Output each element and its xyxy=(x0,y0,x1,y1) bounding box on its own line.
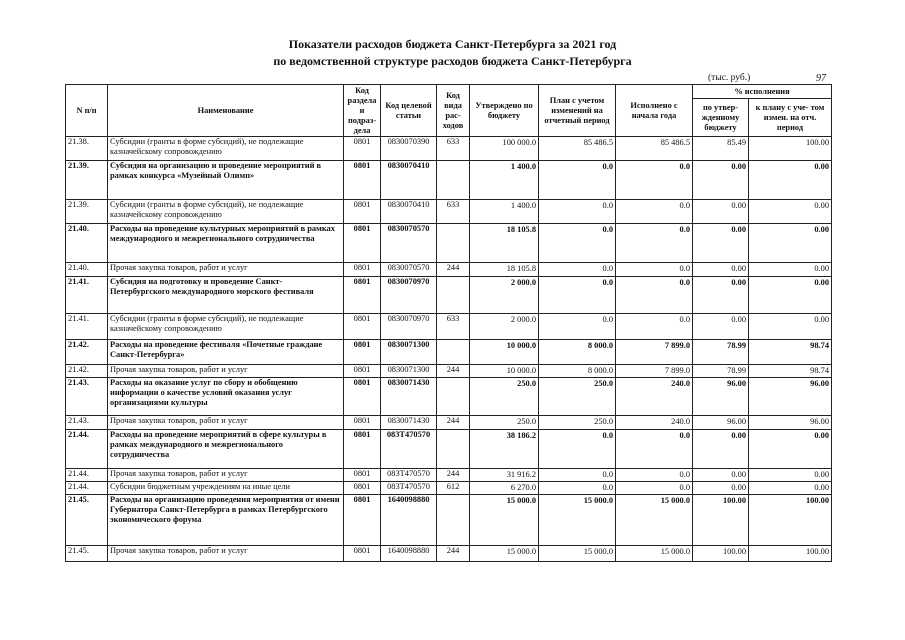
cell-name: Субсидии (гранты в форме субсидий), не подлежащие казначейскому сопровождению xyxy=(108,200,344,224)
cell-plan: 0.0 xyxy=(539,277,616,314)
cell-target: 0830070970 xyxy=(381,314,437,340)
cell-approved: 250.0 xyxy=(470,416,539,430)
cell-razdel: 0801 xyxy=(344,161,381,200)
table-row xyxy=(66,161,832,200)
cell-vid xyxy=(437,430,470,469)
cell-done: 0.0 xyxy=(616,161,693,200)
cell-done: 15 000.0 xyxy=(616,546,693,562)
header-vid: Код вида рас- ходов xyxy=(437,85,470,137)
cell-pct-plan: 0.00 xyxy=(749,277,832,314)
table-row xyxy=(66,200,832,224)
header-approved: Утверждено по бюджету xyxy=(470,85,539,137)
cell-plan: 0.0 xyxy=(539,314,616,340)
cell-razdel: 0801 xyxy=(344,416,381,430)
cell-plan: 15 000.0 xyxy=(539,495,616,546)
cell-approved: 1 400.0 xyxy=(470,161,539,200)
cell-approved: 6 270.0 xyxy=(470,482,539,495)
header-done: Исполнено с начала года xyxy=(616,85,693,137)
cell-plan: 250.0 xyxy=(539,416,616,430)
cell-razdel: 0801 xyxy=(344,495,381,546)
table-row xyxy=(66,340,832,365)
cell-approved: 1 400.0 xyxy=(470,200,539,224)
header-pct-approved: по утвер- жденному бюджету xyxy=(693,99,749,137)
cell-razdel: 0801 xyxy=(344,378,381,416)
cell-vid: 244 xyxy=(437,546,470,562)
cell-plan: 0.0 xyxy=(539,263,616,277)
cell-num: 21.40. xyxy=(66,224,108,263)
cell-done: 0.0 xyxy=(616,224,693,263)
cell-name: Субсидия на подготовку и проведение Санкт-Петербургского международного морского фестиваля xyxy=(108,277,344,314)
cell-target: 0830070570 xyxy=(381,224,437,263)
cell-pct-plan: 0.00 xyxy=(749,161,832,200)
cell-pct-plan: 96.00 xyxy=(749,378,832,416)
header-target: Код целевой статьи xyxy=(381,85,437,137)
cell-pct-approved: 96.00 xyxy=(693,378,749,416)
cell-target: 0830070390 xyxy=(381,137,437,161)
cell-approved: 38 186.2 xyxy=(470,430,539,469)
cell-num: 21.44. xyxy=(66,430,108,469)
cell-done: 0.0 xyxy=(616,482,693,495)
cell-done: 0.0 xyxy=(616,314,693,340)
cell-vid xyxy=(437,277,470,314)
cell-razdel: 0801 xyxy=(344,482,381,495)
table-row xyxy=(66,277,832,314)
cell-name: Субсидии бюджетным учреждениям на иные цели xyxy=(108,482,344,495)
cell-approved: 10 000.0 xyxy=(470,365,539,378)
cell-pct-approved: 78.99 xyxy=(693,365,749,378)
cell-target: 0830070410 xyxy=(381,161,437,200)
cell-target: 0830070570 xyxy=(381,263,437,277)
cell-name: Субсидии (гранты в форме субсидий), не подлежащие казначейскому сопровождению xyxy=(108,137,344,161)
cell-plan: 8 000.0 xyxy=(539,340,616,365)
cell-razdel: 0801 xyxy=(344,430,381,469)
table-body xyxy=(66,137,832,562)
header-pct: % исполнения xyxy=(693,85,832,99)
cell-plan: 0.0 xyxy=(539,469,616,482)
cell-pct-approved: 100.00 xyxy=(693,546,749,562)
cell-approved: 15 000.0 xyxy=(470,495,539,546)
cell-plan: 0.0 xyxy=(539,430,616,469)
cell-name: Расходы на оказание услуг по сбору и обобщению информации о качестве условий оказания услуг организациями культуры xyxy=(108,378,344,416)
cell-vid: 633 xyxy=(437,314,470,340)
cell-approved: 10 000.0 xyxy=(470,340,539,365)
cell-name: Субсидии (гранты в форме субсидий), не подлежащие казначейскому сопровождению xyxy=(108,314,344,340)
cell-done: 240.0 xyxy=(616,378,693,416)
report-title-line-1: Показатели расходов бюджета Санкт-Петербурга за 2021 год xyxy=(288,37,617,51)
cell-name: Прочая закупка товаров, работ и услуг xyxy=(108,546,344,562)
cell-vid: 244 xyxy=(437,469,470,482)
cell-target: 1640098880 xyxy=(381,495,437,546)
cell-plan: 250.0 xyxy=(539,378,616,416)
table-row xyxy=(66,314,832,340)
header-name: Наименование xyxy=(108,85,344,137)
cell-razdel: 0801 xyxy=(344,365,381,378)
header-plan: План с учетом изменений на отчетный период xyxy=(539,85,616,137)
cell-pct-plan: 96.00 xyxy=(749,416,832,430)
table-row xyxy=(66,378,832,416)
header-pct-plan: к плану с уче- том измен. на отч. период xyxy=(749,99,832,137)
cell-target: 0830070410 xyxy=(381,200,437,224)
cell-pct-plan: 98.74 xyxy=(749,365,832,378)
cell-pct-approved: 0.00 xyxy=(693,277,749,314)
cell-num: 21.43. xyxy=(66,416,108,430)
cell-pct-approved: 0.00 xyxy=(693,263,749,277)
cell-num: 21.42. xyxy=(66,340,108,365)
cell-razdel: 0801 xyxy=(344,137,381,161)
cell-pct-plan: 0.00 xyxy=(749,200,832,224)
table-row xyxy=(66,365,832,378)
cell-name: Расходы на проведение мероприятий в сфере культуры в рамках международного и межрегионального сотрудничества xyxy=(108,430,344,469)
cell-plan: 85 486.5 xyxy=(539,137,616,161)
cell-name: Прочая закупка товаров, работ и услуг xyxy=(108,469,344,482)
cell-num: 21.41. xyxy=(66,314,108,340)
cell-vid: 612 xyxy=(437,482,470,495)
cell-done: 15 000.0 xyxy=(616,495,693,546)
cell-num: 21.43. xyxy=(66,378,108,416)
cell-vid: 244 xyxy=(437,365,470,378)
cell-name: Прочая закупка товаров, работ и услуг xyxy=(108,263,344,277)
cell-pct-plan: 0.00 xyxy=(749,430,832,469)
table-row xyxy=(66,263,832,277)
cell-name: Субсидия на организацию и проведение мероприятий в рамках конкурса «Музейный Олимп» xyxy=(108,161,344,200)
cell-pct-approved: 0.00 xyxy=(693,314,749,340)
cell-razdel: 0801 xyxy=(344,200,381,224)
cell-target: 1640098880 xyxy=(381,546,437,562)
cell-vid xyxy=(437,378,470,416)
cell-num: 21.44. xyxy=(66,469,108,482)
cell-pct-approved: 0.00 xyxy=(693,161,749,200)
cell-done: 0.0 xyxy=(616,200,693,224)
cell-approved: 2 000.0 xyxy=(470,314,539,340)
page-number: 97 xyxy=(816,73,826,84)
cell-pct-approved: 0.00 xyxy=(693,430,749,469)
cell-razdel: 0801 xyxy=(344,340,381,365)
cell-done: 0.0 xyxy=(616,430,693,469)
cell-vid xyxy=(437,495,470,546)
cell-target: 0830071430 xyxy=(381,416,437,430)
cell-pct-approved: 0.00 xyxy=(693,200,749,224)
cell-vid xyxy=(437,340,470,365)
cell-name: Прочая закупка товаров, работ и услуг xyxy=(108,365,344,378)
cell-pct-plan: 100.00 xyxy=(749,495,832,546)
cell-num: 21.44. xyxy=(66,482,108,495)
cell-approved: 18 105.8 xyxy=(470,224,539,263)
cell-num: 21.38. xyxy=(66,137,108,161)
cell-num: 21.41. xyxy=(66,277,108,314)
cell-name: Расходы на организацию проведения мероприятия от имени Губернатора Санкт-Петербурга в рамках Петербургского экономического форума xyxy=(108,495,344,546)
report-title-line-2: по ведомственной структуре расходов бюджета Санкт-Петербурга xyxy=(273,54,632,68)
cell-pct-approved: 0.00 xyxy=(693,482,749,495)
cell-approved: 18 105.8 xyxy=(470,263,539,277)
cell-done: 0.0 xyxy=(616,263,693,277)
header-num: N п/п xyxy=(66,85,108,137)
cell-done: 7 899.0 xyxy=(616,340,693,365)
cell-target: 0830071300 xyxy=(381,340,437,365)
cell-approved: 15 000.0 xyxy=(470,546,539,562)
cell-vid xyxy=(437,224,470,263)
table-row xyxy=(66,224,832,263)
cell-pct-approved: 85.49 xyxy=(693,137,749,161)
cell-done: 7 899.0 xyxy=(616,365,693,378)
unit-label: (тыс. руб.) xyxy=(708,73,751,83)
cell-vid: 633 xyxy=(437,137,470,161)
header-razdel: Код раздела и подраз- дела xyxy=(344,85,381,137)
cell-razdel: 0801 xyxy=(344,224,381,263)
cell-pct-plan: 100.00 xyxy=(749,546,832,562)
cell-done: 240.0 xyxy=(616,416,693,430)
cell-plan: 0.0 xyxy=(539,200,616,224)
cell-razdel: 0801 xyxy=(344,546,381,562)
cell-vid: 633 xyxy=(437,200,470,224)
cell-name: Расходы на проведение фестиваля «Почетные граждане Санкт-Петербурга» xyxy=(108,340,344,365)
table-row xyxy=(66,482,832,495)
cell-pct-plan: 0.00 xyxy=(749,224,832,263)
cell-target: 0830070970 xyxy=(381,277,437,314)
cell-pct-plan: 100.00 xyxy=(749,137,832,161)
cell-pct-plan: 0.00 xyxy=(749,263,832,277)
cell-plan: 0.0 xyxy=(539,224,616,263)
cell-name: Прочая закупка товаров, работ и услуг xyxy=(108,416,344,430)
cell-target: 0830071300 xyxy=(381,365,437,378)
table-row xyxy=(66,430,832,469)
cell-done: 0.0 xyxy=(616,277,693,314)
cell-razdel: 0801 xyxy=(344,469,381,482)
cell-razdel: 0801 xyxy=(344,277,381,314)
cell-num: 21.40. xyxy=(66,263,108,277)
cell-pct-plan: 98.74 xyxy=(749,340,832,365)
cell-plan: 15 000.0 xyxy=(539,546,616,562)
cell-target: 0830071430 xyxy=(381,378,437,416)
table-row xyxy=(66,137,832,161)
cell-approved: 2 000.0 xyxy=(470,277,539,314)
cell-name: Расходы на проведение культурных мероприятий в рамках международного и межрегионального сотрудничества xyxy=(108,224,344,263)
cell-pct-plan: 0.00 xyxy=(749,314,832,340)
cell-razdel: 0801 xyxy=(344,263,381,277)
cell-target: 083T470570 xyxy=(381,482,437,495)
cell-done: 85 486.5 xyxy=(616,137,693,161)
cell-plan: 0.0 xyxy=(539,482,616,495)
table-row xyxy=(66,546,832,562)
cell-pct-approved: 78.99 xyxy=(693,340,749,365)
cell-approved: 100 000.0 xyxy=(470,137,539,161)
cell-pct-approved: 100.00 xyxy=(693,495,749,546)
cell-target: 083T470570 xyxy=(381,430,437,469)
cell-approved: 250.0 xyxy=(470,378,539,416)
cell-plan: 0.0 xyxy=(539,161,616,200)
cell-pct-plan: 0.00 xyxy=(749,482,832,495)
expenditure-table xyxy=(65,84,832,562)
cell-razdel: 0801 xyxy=(344,314,381,340)
cell-approved: 31 916.2 xyxy=(470,469,539,482)
cell-target: 083T470570 xyxy=(381,469,437,482)
cell-num: 21.39. xyxy=(66,161,108,200)
cell-plan: 8 000.0 xyxy=(539,365,616,378)
table-row xyxy=(66,495,832,546)
table-row xyxy=(66,469,832,482)
cell-pct-approved: 0.00 xyxy=(693,469,749,482)
cell-num: 21.42. xyxy=(66,365,108,378)
cell-pct-approved: 96.00 xyxy=(693,416,749,430)
cell-vid: 244 xyxy=(437,263,470,277)
cell-num: 21.45. xyxy=(66,546,108,562)
cell-vid xyxy=(437,161,470,200)
cell-pct-approved: 0.00 xyxy=(693,224,749,263)
cell-pct-plan: 0.00 xyxy=(749,469,832,482)
cell-num: 21.39. xyxy=(66,200,108,224)
cell-vid: 244 xyxy=(437,416,470,430)
table-row xyxy=(66,416,832,430)
cell-num: 21.45. xyxy=(66,495,108,546)
cell-done: 0.0 xyxy=(616,469,693,482)
